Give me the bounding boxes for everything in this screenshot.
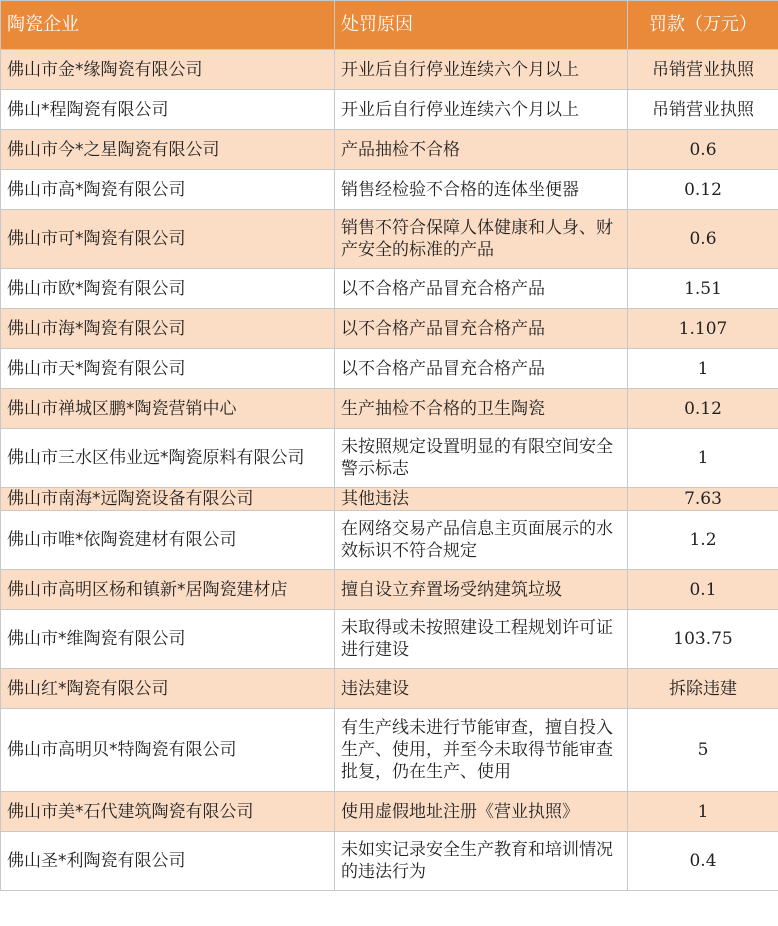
table-row: [1, 269, 778, 309]
table-row: [1, 709, 778, 792]
company-cell: 佛山市*维陶瓷有限公司: [1, 610, 335, 669]
table-row: [1, 349, 778, 389]
company-cell: 佛山市唯*依陶瓷建材有限公司: [1, 511, 335, 570]
reason-cell: 产品抽检不合格: [335, 130, 628, 170]
reason-cell: 使用虚假地址注册《营业执照》: [335, 792, 628, 832]
reason-cell: 在网络交易产品信息主页面展示的水效标识不符合规定: [335, 511, 628, 570]
reason-cell: 以不合格产品冒充合格产品: [335, 309, 628, 349]
fine-cell: 1: [628, 349, 778, 389]
fine-cell: 吊销营业执照: [628, 50, 778, 90]
table-row: [1, 170, 778, 210]
fine-cell: 1.51: [628, 269, 778, 309]
table-header-row: [1, 1, 778, 50]
table-row: [1, 90, 778, 130]
company-cell: 佛山市金*缘陶瓷有限公司: [1, 50, 335, 90]
fine-cell: 0.6: [628, 130, 778, 170]
company-cell: 佛山*程陶瓷有限公司: [1, 90, 335, 130]
fine-cell: 1.2: [628, 511, 778, 570]
company-cell: 佛山市美*石代建筑陶瓷有限公司: [1, 792, 335, 832]
reason-cell: 未按照规定设置明显的有限空间安全警示标志: [335, 429, 628, 488]
fine-cell: 0.1: [628, 570, 778, 610]
fine-cell: 0.12: [628, 170, 778, 210]
table-row: [1, 570, 778, 610]
fine-cell: 103.75: [628, 610, 778, 669]
reason-cell: 销售经检验不合格的连体坐便器: [335, 170, 628, 210]
fine-cell: 0.4: [628, 832, 778, 891]
reason-cell: 未如实记录安全生产教育和培训情况的违法行为: [335, 832, 628, 891]
company-cell: 佛山市可*陶瓷有限公司: [1, 210, 335, 269]
reason-cell: 生产抽检不合格的卫生陶瓷: [335, 389, 628, 429]
company-cell: 佛山红*陶瓷有限公司: [1, 669, 335, 709]
fine-cell: 吊销营业执照: [628, 90, 778, 130]
company-cell: 佛山市天*陶瓷有限公司: [1, 349, 335, 389]
company-cell: 佛山市高*陶瓷有限公司: [1, 170, 335, 210]
table-row: [1, 610, 778, 669]
company-cell: 佛山市欧*陶瓷有限公司: [1, 269, 335, 309]
fine-cell: 1.107: [628, 309, 778, 349]
company-cell: 佛山市海*陶瓷有限公司: [1, 309, 335, 349]
reason-cell: 以不合格产品冒充合格产品: [335, 269, 628, 309]
reason-cell: 违法建设: [335, 669, 628, 709]
fine-cell: 0.6: [628, 210, 778, 269]
header-fine: 罚款（万元）: [628, 1, 778, 50]
company-cell: 佛山圣*利陶瓷有限公司: [1, 832, 335, 891]
company-cell: 佛山市南海*远陶瓷设备有限公司: [1, 488, 335, 511]
company-cell: 佛山市高明区杨和镇新*居陶瓷建材店: [1, 570, 335, 610]
reason-cell: 销售不符合保障人体健康和人身、财产安全的标准的产品: [335, 210, 628, 269]
reason-cell: 开业后自行停业连续六个月以上: [335, 50, 628, 90]
fine-cell: 拆除违建: [628, 669, 778, 709]
table-row: [1, 511, 778, 570]
reason-cell: 以不合格产品冒充合格产品: [335, 349, 628, 389]
table-row: [1, 130, 778, 170]
fine-cell: 7.63: [628, 488, 778, 511]
table-row: [1, 488, 778, 511]
reason-cell: 其他违法: [335, 488, 628, 511]
header-reason: 处罚原因: [335, 1, 628, 50]
fine-cell: 1: [628, 429, 778, 488]
fine-cell: 1: [628, 792, 778, 832]
fine-cell: 0.12: [628, 389, 778, 429]
table-row: [1, 389, 778, 429]
table-row: [1, 792, 778, 832]
table-row: [1, 309, 778, 349]
reason-cell: 有生产线未进行节能审查，擅自投入生产、使用，并至今未取得节能审查批复，仍在生产、使用: [335, 709, 628, 792]
company-cell: 佛山市三水区伟业远*陶瓷原料有限公司: [1, 429, 335, 488]
reason-cell: 开业后自行停业连续六个月以上: [335, 90, 628, 130]
table-row: [1, 832, 778, 891]
header-company: 陶瓷企业: [1, 1, 335, 50]
company-cell: 佛山市今*之星陶瓷有限公司: [1, 130, 335, 170]
table-row: [1, 669, 778, 709]
company-cell: 佛山市高明贝*特陶瓷有限公司: [1, 709, 335, 792]
fine-cell: 5: [628, 709, 778, 792]
table-row: [1, 50, 778, 90]
reason-cell: 擅自设立弃置场受纳建筑垃圾: [335, 570, 628, 610]
table-row: [1, 429, 778, 488]
table-row: [1, 210, 778, 269]
company-cell: 佛山市禅城区鹏*陶瓷营销中心: [1, 389, 335, 429]
reason-cell: 未取得或未按照建设工程规划许可证进行建设: [335, 610, 628, 669]
